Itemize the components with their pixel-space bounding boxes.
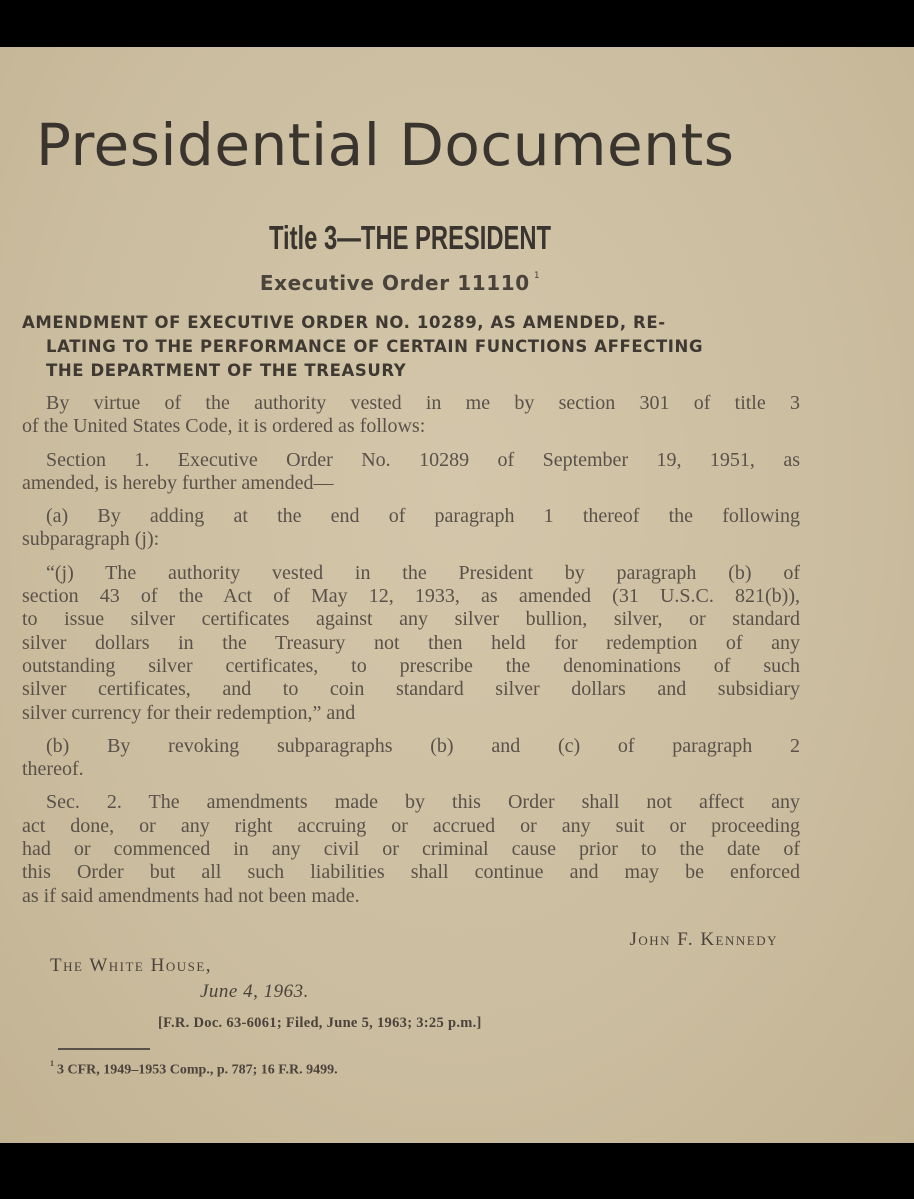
text-line: had or commenced in any civil or criminal cause prior to the date of [22,838,800,861]
text-line: Section 1. Executive Order No. 10289 of September 19, 1951, as [46,448,800,471]
place: The White House, [50,955,213,976]
executive-order-number [0,271,800,295]
date: June 4, 1963. [200,981,309,1002]
text-line: act done, or any right accruing or accrued or any suit or proceeding [22,814,800,837]
order-body [22,392,800,908]
footnote [50,1061,338,1079]
footnote-text: 3 CFR, 1949–1953 Comp., p. 787; 16 F.R. 9499. [57,1062,338,1078]
title-heading: Title 3—THE PRESIDENT [268,219,552,256]
text-line: silver certificates, and to coin standard silver dollars and subsidiary [22,678,800,701]
footnote-marker: 1 [50,1059,54,1068]
text-line: (b) By revoking subparagraphs (b) and (c) of paragraph 2 [46,734,800,757]
order-label: Executive Order 11110 [259,271,530,295]
order-heading [22,311,812,383]
document-page [0,47,914,1143]
text-line: By virtue of the authority vested in me by section 301 of title 3 [46,392,800,414]
text-line: “(j) The authority vested in the President by paragraph (b) of [46,561,800,584]
text-line: subparagraph (j): [22,528,160,551]
paragraph-clause-a [22,505,800,552]
masthead-title: Presidential Documents [36,111,735,179]
paragraph-section-2 [22,791,800,907]
text-line: thereof. [22,758,84,781]
paragraph-preamble [22,392,800,439]
signature: John F. Kennedy [629,929,778,950]
heading-line: AMENDMENT OF EXECUTIVE ORDER NO. 10289, AS AMENDED, RE- [22,313,666,332]
text-line: (a) By adding at the end of paragraph 1 thereof the following [46,505,800,528]
text-line: silver dollars in the Treasury not then held for redemption of any [22,631,800,654]
text-line: as if said amendments had not been made. [22,884,360,907]
text-line: Sec. 2. The amendments made by this Order shall not affect any [46,791,800,814]
footnote-divider [58,1048,150,1050]
text-line: amended, is hereby further amended— [22,471,334,494]
paragraph-clause-b [22,735,800,782]
text-line: section 43 of the Act of May 12, 1933, as amended (31 U.S.C. 821(b)), [22,585,800,608]
filing-note: [F.R. Doc. 63-6061; Filed, June 5, 1963; 3:25 p.m.] [158,1015,482,1031]
text-line: this Order but all such liabilities shall continue and may be enforced [22,861,800,884]
footnote-marker: 1 [533,271,541,282]
text-line: silver currency for their redemption,” and [22,701,356,724]
paragraph-subparagraph-j [22,562,800,725]
text-line: of the United States Code, it is ordered as follows: [22,415,426,438]
paragraph-section-1 [22,449,800,496]
text-line: to issue silver certificates against any silver bullion, silver, or standard [22,608,800,631]
heading-line: LATING TO THE PERFORMANCE OF CERTAIN FUNCTIONS AFFECTING [46,337,704,356]
text-line: outstanding silver certificates, to prescribe the denominations of such [22,654,800,677]
heading-line: THE DEPARTMENT OF THE TREASURY [46,361,407,380]
